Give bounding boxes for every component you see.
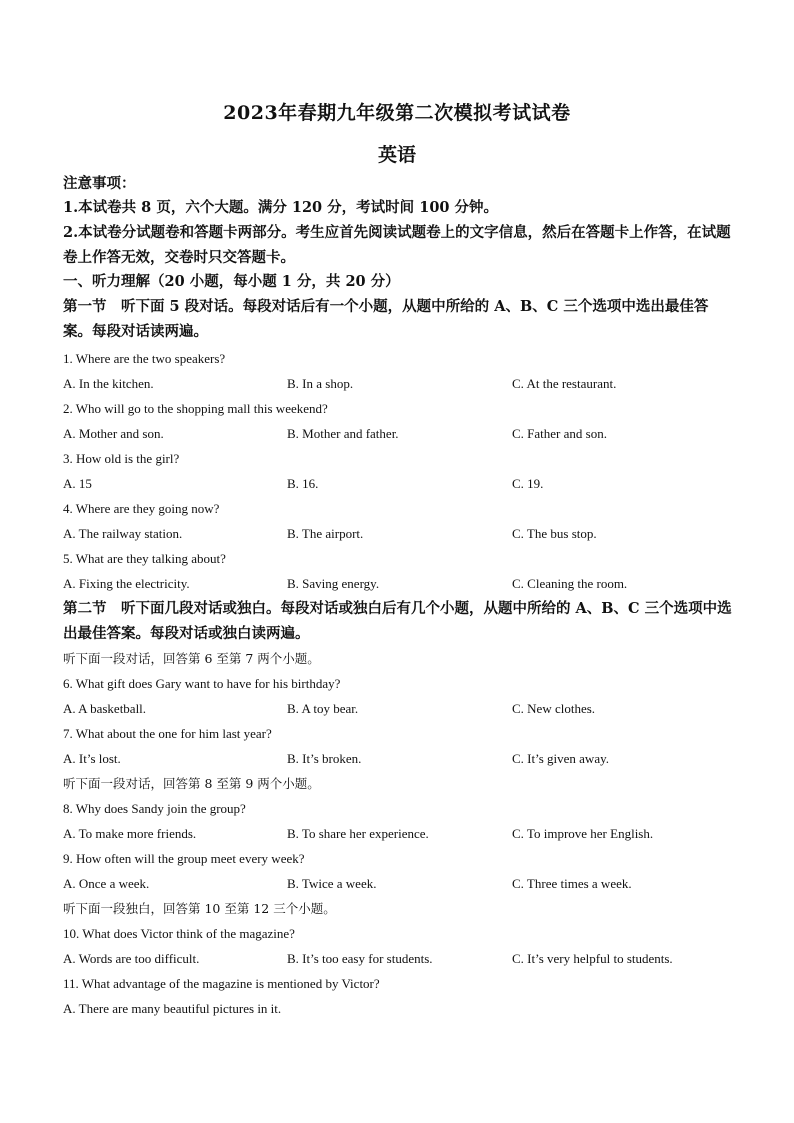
question-7: 7. What about the one for him last year? (63, 726, 272, 741)
option-a: A. It’s lost. (63, 751, 121, 766)
listening-intro-3: 听下面一段独白，回答第 10 至第 12 三个小题。 (63, 901, 336, 916)
part1-heading: 一、听力理解（20 小题，每小题 1 分，共 20 分） (63, 273, 400, 290)
option-c: C. At the restaurant. (512, 376, 617, 391)
listening-intro-1: 听下面一段对话，回答第 6 至第 7 两个小题。 (63, 651, 320, 666)
option-a: A. Once a week. (63, 876, 150, 891)
question-8-options (63, 821, 733, 846)
question-3-options (63, 471, 733, 496)
question-8: 8. Why does Sandy join the group? (63, 801, 246, 816)
question-5: 5. What are they talking about? (63, 551, 226, 566)
question-5-options (63, 571, 733, 596)
question-9: 9. How often will the group meet every week? (63, 851, 305, 866)
question-10: 10. What does Victor think of the magazine? (63, 926, 295, 941)
option-a: A. 15 (63, 476, 92, 491)
option-b: B. Saving energy. (287, 576, 380, 591)
option-c: C. To improve her English. (512, 826, 654, 841)
question-4-options (63, 521, 733, 546)
notice-item-1: 1.本试卷共 8 页，六个大题。满分 120 分，考试时间 100 分钟。 (63, 199, 499, 216)
option-c: C. It’s very helpful to students. (512, 951, 673, 966)
question-7-options (63, 746, 733, 771)
option-a: A. A basketball. (63, 701, 147, 716)
option-b: B. 16. (287, 476, 319, 491)
question-11-options (63, 996, 733, 1021)
option-c: C. Cleaning the room. (512, 576, 628, 591)
question-4: 4. Where are they going now? (63, 501, 220, 516)
listening-intro-2: 听下面一段对话，回答第 8 至第 9 两个小题。 (63, 776, 320, 791)
question-6: 6. What gift does Gary want to have for his birthday? (63, 676, 341, 691)
question-10-options (63, 946, 733, 971)
option-c: C. New clothes. (512, 701, 596, 716)
option-c: C. Father and son. (512, 426, 607, 441)
option-b: B. It’s broken. (287, 751, 362, 766)
option-c: C. The bus stop. (512, 526, 597, 541)
option-b: B. Twice a week. (287, 876, 377, 891)
option-a: A. There are many beautiful pictures in it. (63, 1001, 282, 1016)
exam-content (63, 172, 733, 1021)
option-c: C. It’s given away. (512, 751, 609, 766)
question-1: 1. Where are the two speakers? (63, 351, 226, 366)
section1-heading: 第一节 听下面 5 段对话。每段对话后有一个小题，从题中所给的 A、B、C 三个选项中选出最佳答案。每段对话读两遍。 (63, 298, 709, 340)
option-b: B. To share her experience. (287, 826, 429, 841)
option-b: B. A toy bear. (287, 701, 359, 716)
option-c: C. Three times a week. (512, 876, 632, 891)
option-b: B. Mother and father. (287, 426, 399, 441)
question-11: 11. What advantage of the magazine is mentioned by Victor? (63, 976, 380, 991)
option-b: B. In a shop. (287, 376, 354, 391)
question-1-options (63, 371, 733, 396)
question-6-options (63, 696, 733, 721)
option-a: A. The railway station. (63, 526, 183, 541)
exam-title: 2023年春期九年级第二次模拟考试试卷 (223, 102, 571, 124)
exam-subject: 英语 (377, 144, 416, 166)
option-a: A. To make more friends. (63, 826, 197, 841)
notice-item-2: 2.本试卷分试题卷和答题卡两部分。考生应首先阅读试题卷上的文字信息，然后在答题卡上作答，在试题卷上作答无效，交卷时只交答题卡。 (63, 224, 731, 266)
question-2-options (63, 421, 733, 446)
section2-heading: 第二节 听下面几段对话或独白。每段对话或独白后有几个小题，从题中所给的 A、B、C 三个选项中选出最佳答案。每段对话或独白读两遍。 (63, 600, 732, 642)
option-b: B. The airport. (287, 526, 364, 541)
option-b: B. It’s too easy for students. (287, 951, 433, 966)
question-9-options (63, 871, 733, 896)
option-a: A. Words are too difficult. (63, 951, 200, 966)
question-2: 2. Who will go to the shopping mall this weekend? (63, 401, 328, 416)
question-3: 3. How old is the girl? (63, 451, 180, 466)
notice-heading: 注意事项： (63, 175, 136, 192)
option-a: A. Fixing the electricity. (63, 576, 190, 591)
option-a: A. In the kitchen. (63, 376, 154, 391)
option-c: C. 19. (512, 476, 544, 491)
option-a: A. Mother and son. (63, 426, 164, 441)
